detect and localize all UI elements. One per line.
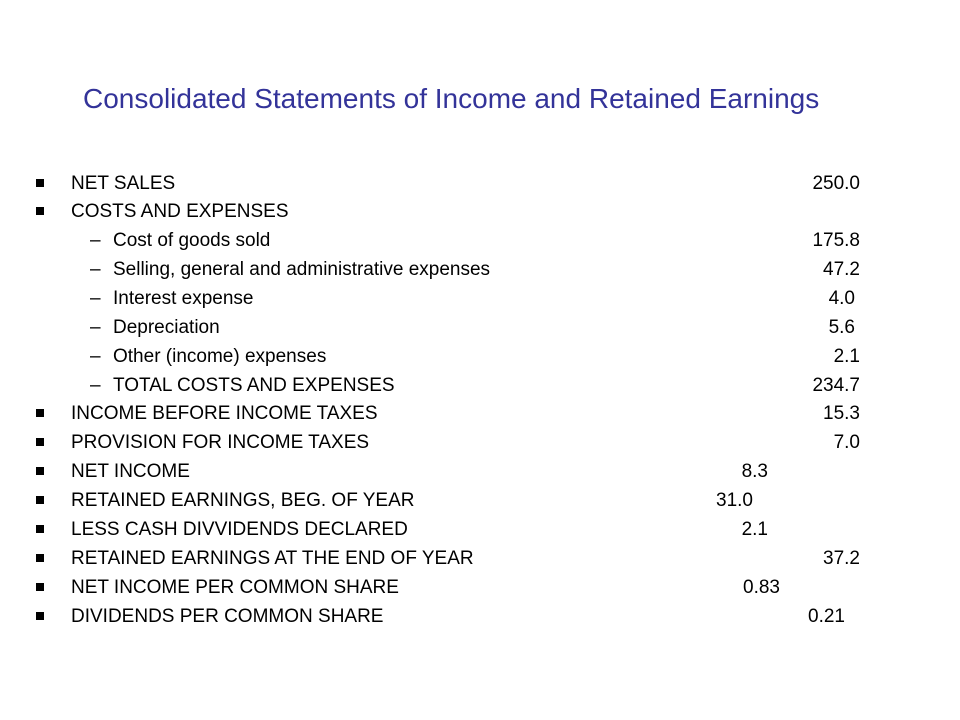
row-value: 0.21 [808,606,845,627]
dash-marker: – [90,317,101,338]
statement-row-cost-goods-sold [0,229,960,253]
dash-marker: – [90,346,101,367]
bullet-icon [36,525,44,533]
statement-row-interest [0,287,960,311]
row-label: INCOME BEFORE INCOME TAXES [71,403,378,424]
statement-row-total-costs [0,374,960,398]
row-value: 8.3 [741,461,768,482]
row-value: 175.8 [812,230,860,251]
row-value: 37.2 [823,548,860,569]
statement-row-ni-per-share [0,576,960,600]
row-label: Selling, general and administrative expenses [113,259,491,280]
bullet-icon [36,467,44,475]
row-label: Depreciation [113,317,220,338]
statement-row-costs-expenses [0,200,960,224]
slide-title: Consolidated Statements of Income and Retained Earnings [83,83,820,114]
dash-marker: – [90,288,101,309]
dash-marker: – [90,230,101,251]
bullet-icon [36,438,44,446]
row-label: Interest expense [113,288,254,309]
bullet-icon [36,409,44,417]
row-value: 5.6 [828,317,855,338]
row-label: NET INCOME PER COMMON SHARE [71,577,399,598]
row-value: 250.0 [812,173,860,194]
bullet-icon [36,496,44,504]
row-value: 15.3 [823,403,860,424]
row-label: COSTS AND EXPENSES [71,201,289,222]
bullet-icon [36,612,44,620]
bullet-icon [36,179,44,187]
row-value: 2.1 [833,346,860,367]
row-value: 7.0 [833,432,860,453]
statement-row-less-dividends [0,518,960,542]
bullet-icon [36,583,44,591]
statement-row-income-before-tax [0,402,960,426]
row-label: TOTAL COSTS AND EXPENSES [113,375,395,396]
row-value: 2.1 [741,519,768,540]
statement-row-retained-beg [0,489,960,513]
row-label: RETAINED EARNINGS AT THE END OF YEAR [71,548,474,569]
row-value: 4.0 [828,288,855,309]
row-value: 47.2 [823,259,860,280]
row-label: PROVISION FOR INCOME TAXES [71,432,370,453]
row-label: NET SALES [71,173,176,194]
statement-row-provision-tax [0,431,960,455]
row-label: RETAINED EARNINGS, BEG. OF YEAR [71,490,415,511]
statement-row-div-per-share [0,605,960,629]
dash-marker: – [90,259,101,280]
row-label: LESS CASH DIVVIDENDS DECLARED [71,519,408,540]
statement-row-sga [0,258,960,282]
statement-row-depreciation [0,316,960,340]
statement-row-net-sales [0,172,960,196]
statement-row-retained-end [0,547,960,571]
bullet-icon [36,207,44,215]
row-value: 0.83 [743,577,780,598]
row-label: Cost of goods sold [113,230,271,251]
row-label: DIVIDENDS PER COMMON SHARE [71,606,384,627]
row-value: 31.0 [716,490,753,511]
row-label: NET INCOME [71,461,190,482]
statement-row-other [0,345,960,369]
bullet-icon [36,554,44,562]
dash-marker: – [90,375,101,396]
row-value: 234.7 [812,375,860,396]
row-label: Other (income) expenses [113,346,327,367]
statement-row-net-income [0,460,960,484]
